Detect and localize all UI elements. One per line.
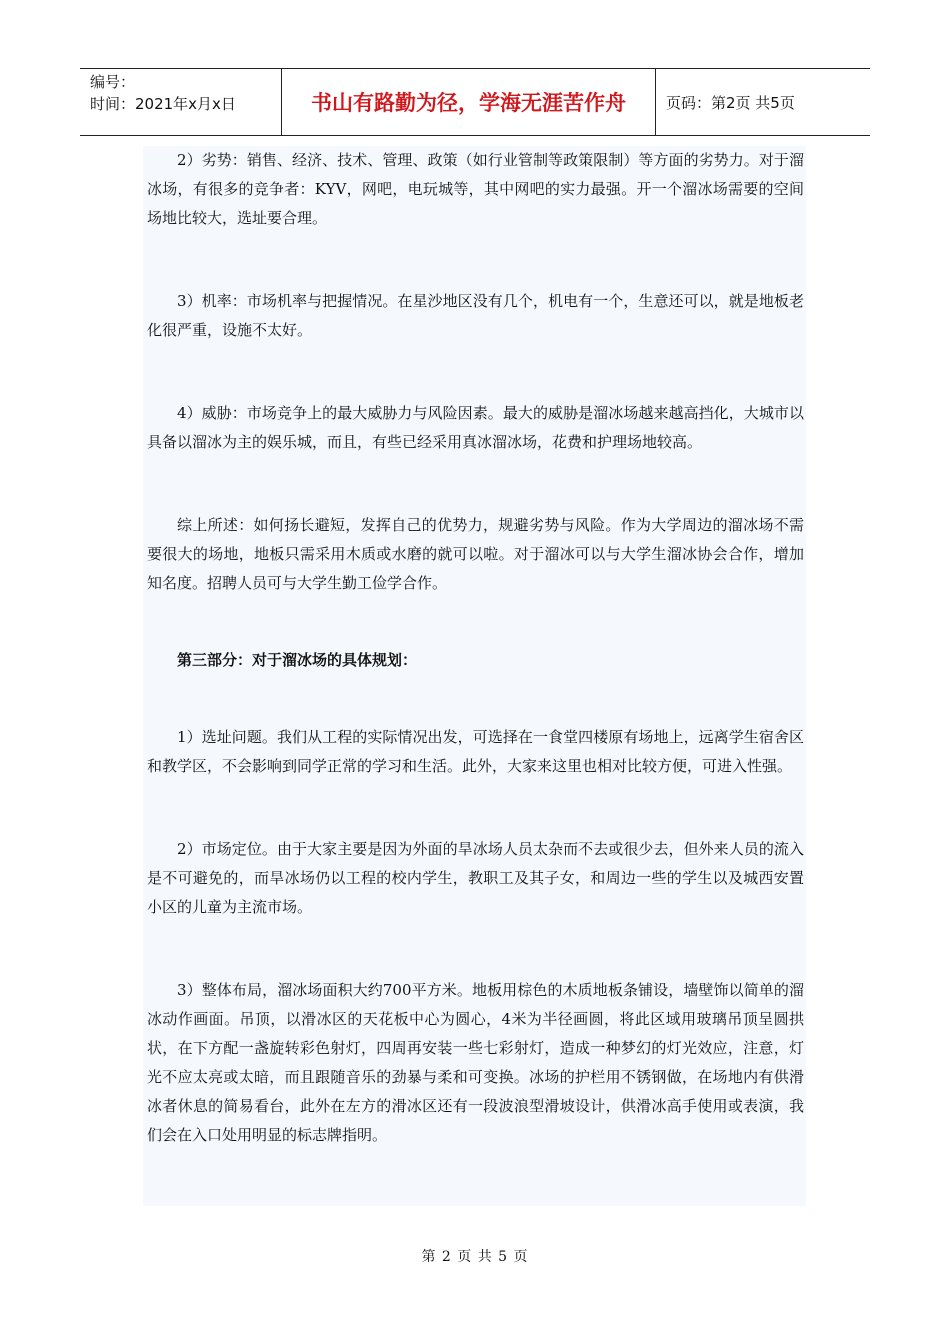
paragraph-site-selection: 1）选址问题。我们从工程的实际情况出发，可选择在一食堂四楼原有场地上，远离学生宿舍区和教学区，不会影响到同学正常的学习和生活。此外，大家来这里也相对比较方便，可进入性强。 xyxy=(147,728,804,775)
paragraph-weakness: 2）劣势：销售、经济、技术、管理、政策（如行业管制等政策限制）等方面的劣势力。对于溜冰场，有很多的竞争者：KYV，网吧，电玩城等，其中网吧的实力最强。开一个溜冰场需要的空间场地比较大，选址要合理。 xyxy=(147,151,804,227)
header-motto: 书山有路勤为径，学海无涯苦作舟 xyxy=(282,69,656,135)
document-time: 时间：2021年x月x日 xyxy=(90,95,236,113)
document-number-label: 编号： xyxy=(90,73,136,91)
header-meta xyxy=(80,69,282,135)
paragraph-summary: 综上所述：如何扬长避短，发挥自己的优势力，规避劣势与风险。作为大学周边的溜冰场不需要很大的场地，地板只需采用木质或水磨的就可以啦。对于溜冰可以与大学生溜冰协会合作，增加知名度。招聘人员可与大学生勤工俭学合作。 xyxy=(147,516,804,592)
paragraph-overall-layout: 3）整体布局，溜冰场面积大约700平方米。地板用棕色的木质地板条铺设，墙壁饰以简单的溜冰动作画面。吊顶，以滑冰区的天花板中心为圆心，4米为半径画圆，将此区域用玻璃吊顶呈圆拱状，在下方配一盏旋转彩色射灯，四周再安装一些七彩射灯，造成一种梦幻的灯光效应，注意，灯光不应太亮或太暗，而且跟随音乐的劲暴与柔和可变换。冰场的护栏用不锈钢做，在场地内有供滑冰者休息的简易看台，此外在左方的滑冰区还有一段波浪型滑坡设计，供滑冰高手使用或表演，我们会在入口处用明显的标志牌指明。 xyxy=(147,981,804,1144)
section-heading: 第三部分：对于溜冰场的具体规划： xyxy=(177,651,418,669)
header-page-code: 页码：第2页 共5页 xyxy=(666,93,795,112)
paragraph-opportunity: 3）机率：市场机率与把握情况。在星沙地区没有几个，机电有一个，生意还可以，就是地板老化很严重，设施不太好。 xyxy=(147,292,804,339)
paragraph-threat: 4）威胁：市场竞争上的最大威胁力与风险因素。最大的威胁是溜冰场越来越高挡化，大城市以具备以溜冰为主的娱乐城，而且，有些已经采用真冰溜冰场，花费和护理场地较高。 xyxy=(147,404,804,451)
page-footer: 第 2 页 共 5 页 xyxy=(421,1249,529,1265)
paragraph-market-positioning: 2）市场定位。由于大家主要是因为外面的旱冰场人员太杂而不去或很少去，但外来人员的流入是不可避免的，而旱冰场仍以工程的校内学生，教职工及其子女，和周边一些的学生以及城西安置小区的儿童为主流市场。 xyxy=(147,840,804,916)
document-body xyxy=(143,146,806,1206)
page-header xyxy=(80,68,870,136)
